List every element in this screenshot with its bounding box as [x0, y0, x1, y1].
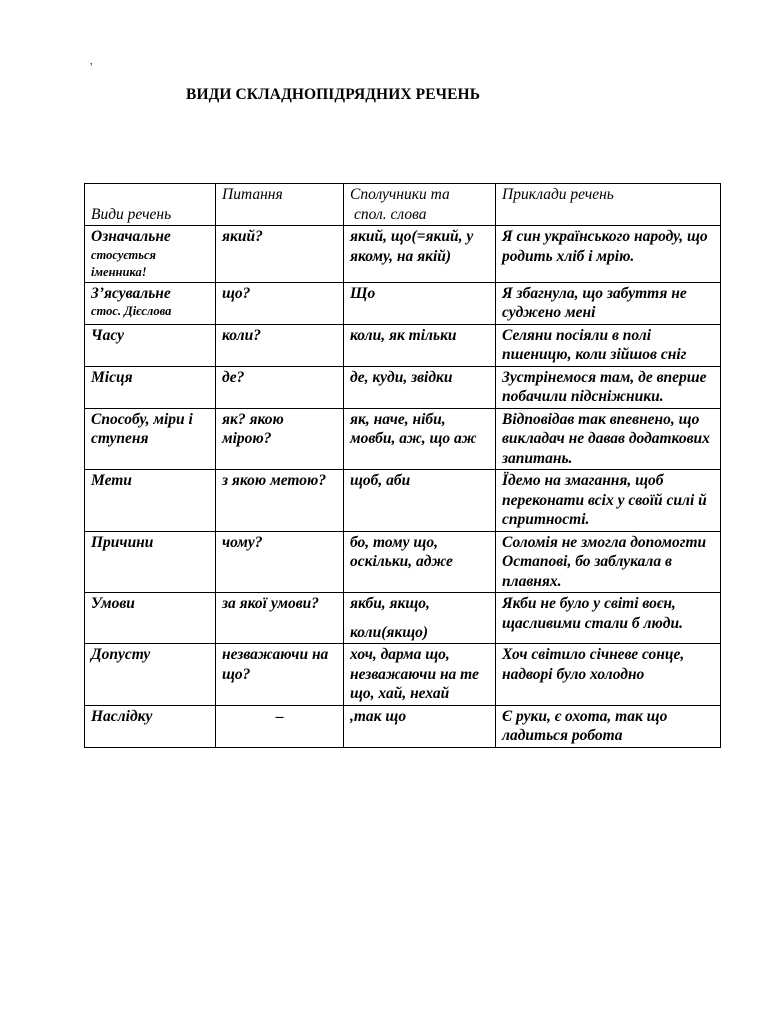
cell-conjunctions: коли, як тільки [344, 324, 496, 366]
cell-question: – [216, 705, 344, 747]
cell-example: Відповідав так впевнено, що викладач не давав додаткових запитань. [496, 408, 721, 470]
cell-question: коли? [216, 324, 344, 366]
cell-example: Є руки, є охота, так що ладиться робота [496, 705, 721, 747]
cell-type: Часу [85, 324, 216, 366]
cell-example: Я збагнула, що забуття не суджено мені [496, 282, 721, 324]
type-label: Означальне [91, 228, 171, 245]
header-conjunctions-line1: Сполучники та [350, 186, 450, 203]
conjunctions-main: якби, якщо, [350, 595, 430, 612]
cell-conjunctions: бо, тому що, оскільки, адже [344, 531, 496, 593]
type-note: стосується іменника! [91, 247, 156, 279]
header-examples: Приклади речень [496, 184, 721, 226]
table-header-row [85, 184, 721, 226]
table-row [85, 705, 721, 747]
cell-question: чому? [216, 531, 344, 593]
cell-conjunctions: як, наче, ніби, мовби, аж, що аж [344, 408, 496, 470]
table-row [85, 408, 721, 470]
cell-question: де? [216, 366, 344, 408]
cell-example: Я син українського народу, що родить хліб і мрію. [496, 226, 721, 283]
table-row [85, 324, 721, 366]
cell-type [85, 282, 216, 324]
cell-example: Соломія не змогла допомогти Остапові, бо заблукала в плавнях. [496, 531, 721, 593]
cell-type: Допусту [85, 644, 216, 706]
cell-type: Способу, міри і ступеня [85, 408, 216, 470]
table-row [85, 470, 721, 532]
table-row [85, 531, 721, 593]
sentence-types-table [84, 183, 721, 748]
table-row [85, 644, 721, 706]
cell-type: Умови [85, 593, 216, 644]
cell-conjunctions: який, що(=який, у якому, на якій) [344, 226, 496, 283]
cell-type [85, 226, 216, 283]
conjunctions-extra: коли(якщо) [350, 623, 429, 641]
header-question: Питання [216, 184, 344, 226]
cell-type: Місця [85, 366, 216, 408]
table-row [85, 226, 721, 283]
page-title: ВИДИ СКЛАДНОПІДРЯДНИХ РЕЧЕНЬ [186, 86, 481, 103]
cell-conjunctions [344, 593, 496, 644]
cell-question: з якою метою? [216, 470, 344, 532]
cell-example: Селяни посіяли в полі пшеницю, коли зійшов сніг [496, 324, 721, 366]
cell-type: Наслідку [85, 705, 216, 747]
cell-type: Причини [85, 531, 216, 593]
cell-conjunctions: де, куди, звідки [344, 366, 496, 408]
cell-conjunctions: ,так що [344, 705, 496, 747]
table-row [85, 282, 721, 324]
cell-question: як? якою мірою? [216, 408, 344, 470]
table-row [85, 593, 721, 644]
page-mark: , [90, 56, 93, 67]
cell-example: Хоч світило січневе сонце, надворі було холодно [496, 644, 721, 706]
cell-conjunctions: щоб, аби [344, 470, 496, 532]
cell-question: за якої умови? [216, 593, 344, 644]
type-note: стос. Дієслова [91, 304, 172, 318]
cell-question: незважаючи на що? [216, 644, 344, 706]
header-type: Види речень [85, 184, 216, 226]
table-row [85, 366, 721, 408]
type-label: З’ясувальне [91, 284, 171, 302]
cell-example: Якби не було у світі воєн, щасливими стали б люди. [496, 593, 721, 644]
cell-conjunctions: Що [344, 282, 496, 324]
cell-example: Зустрінемося там, де вперше побачили підсніжники. [496, 366, 721, 408]
cell-conjunctions: хоч, дарма що, незважаючи на те що, хай, нехай [344, 644, 496, 706]
cell-question: що? [216, 282, 344, 324]
cell-example: Їдемо на змагання, щоб переконати всіх у своїй силі й спритності. [496, 470, 721, 532]
cell-type: Мети [85, 470, 216, 532]
header-conjunctions [344, 184, 496, 226]
header-conjunctions-line2: спол. слова [354, 205, 427, 223]
cell-question: який? [216, 226, 344, 283]
